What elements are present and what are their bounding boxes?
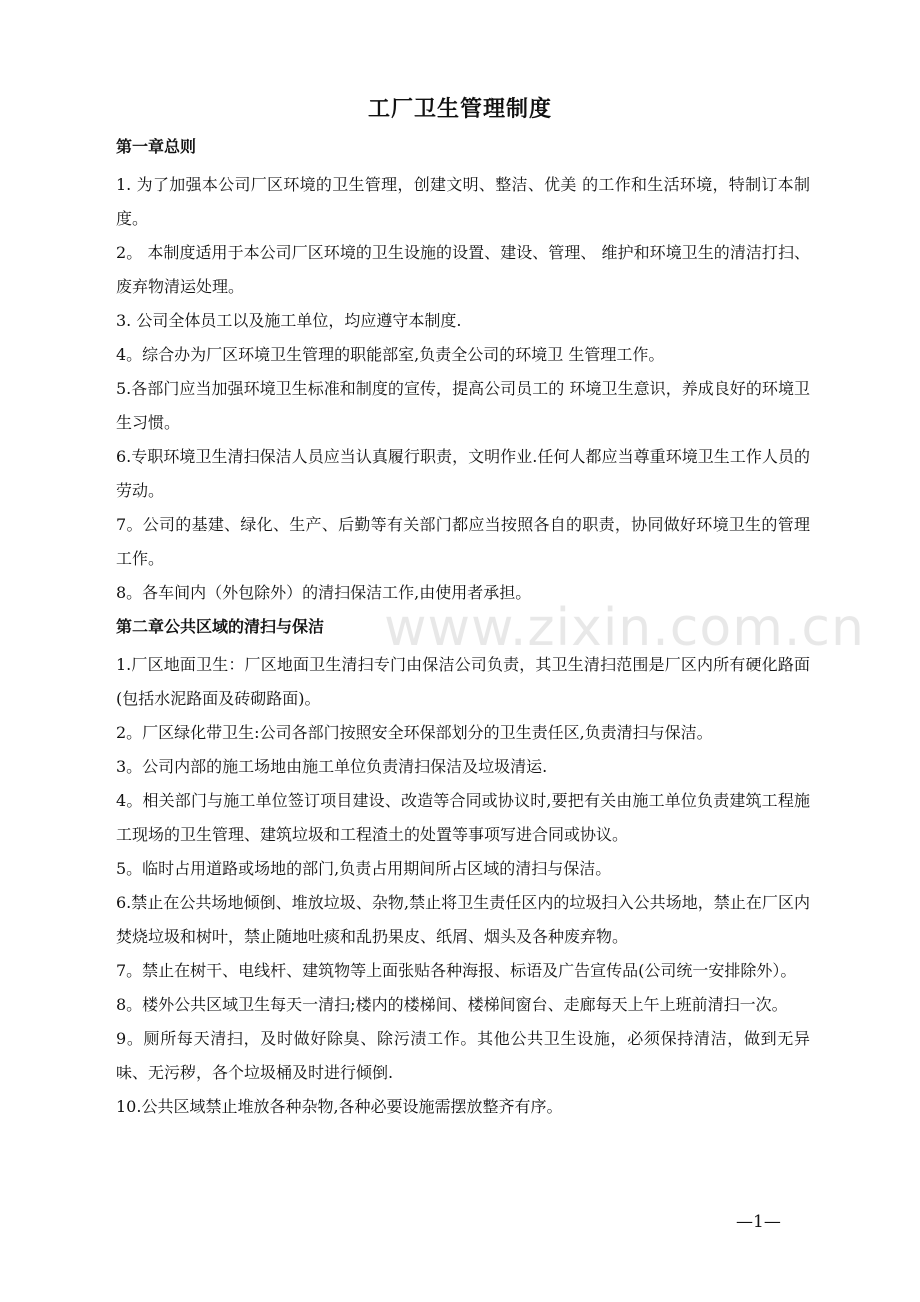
chapter-2-item-10: 10.公共区域禁止堆放各种杂物,各种必要设施需摆放整齐有序。 [116, 1097, 563, 1116]
chapter-2-item-9: 9。厕所每天清扫，及时做好除臭、除污渍工作。其他公共卫生设施，必须保持清洁，做到无异味、无污秽，各个垃圾桶及时进行倾倒. [116, 1029, 810, 1082]
watermark: www.zixin.com.cn [384, 598, 865, 658]
chapter-1-item-3: 3. 公司全体员工以及施工单位，均应遵守本制度. [116, 311, 462, 330]
chapter-2-item-5: 5。临时占用道路或场地的部门,负责占用期间所占区域的清扫与保洁。 [116, 859, 612, 878]
document-body [116, 134, 810, 1124]
chapter-2-item-3: 3。公司内部的施工场地由施工单位负责清扫保洁及垃圾清运. [116, 757, 548, 776]
chapter-1-item-2: 2。 本制度适用于本公司厂区环境的卫生设施的设置、建设、管理、 维护和环境卫生的清洁打扫、废弃物清运处理。 [116, 243, 810, 296]
chapter-1-item-8: 8。各车间内（外包除外）的清扫保洁工作,由使用者承担。 [116, 583, 532, 602]
chapter-1-heading: 第一章总则 [116, 137, 197, 156]
page-number: —1— [736, 1212, 781, 1232]
chapter-1-item-4: 4。综合办为厂区环境卫生管理的职能部室,负责全公司的环境卫 生管理工作。 [116, 345, 665, 364]
document-title: 工厂卫生管理制度 [367, 97, 552, 122]
chapter-1-item-6: 6.专职环境卫生清扫保洁人员应当认真履行职责，文明作业.任何人都应当尊重环境卫生工作人员的劳动。 [116, 447, 810, 500]
chapter-1-item-1: 1. 为了加强本公司厂区环境的卫生管理，创建文明、整洁、优美 的工作和生活环境，特制订本制度。 [116, 175, 810, 228]
chapter-2-item-1: 1.厂区地面卫生：厂区地面卫生清扫专门由保洁公司负责，其卫生清扫范围是厂区内所有硬化路面(包括水泥路面及砖砌路面)。 [116, 655, 810, 708]
chapter-1-item-7: 7。公司的基建、绿化、生产、后勤等有关部门都应当按照各自的职责，协同做好环境卫生的管理工作。 [116, 515, 810, 568]
chapter-1 [116, 134, 810, 610]
chapter-2-item-8: 8。楼外公共区域卫生每天一清扫;楼内的楼梯间、楼梯间窗台、走廊每天上午上班前清扫一次。 [116, 995, 788, 1014]
chapter-2 [116, 614, 810, 1124]
chapter-2-item-6: 6.禁止在公共场地倾倒、堆放垃圾、杂物,禁止将卫生责任区内的垃圾扫入公共场地，禁止在厂区内焚烧垃圾和树叶，禁止随地吐痰和乱扔果皮、纸屑、烟头及各种废弃物。 [116, 893, 810, 946]
chapter-2-item-4: 4。相关部门与施工单位签订项目建设、改造等合同或协议时,要把有关由施工单位负责建筑工程施工现场的卫生管理、建筑垃圾和工程渣土的处置等事项写进合同或协议。 [116, 791, 810, 844]
chapter-1-item-5: 5.各部门应当加强环境卫生标准和制度的宣传，提高公司员工的 环境卫生意识，养成良好的环境卫生习惯。 [116, 379, 810, 432]
chapter-2-item-2: 2。厂区绿化带卫生:公司各部门按照安全环保部划分的卫生责任区,负责清扫与保洁。 [116, 723, 713, 742]
chapter-2-item-7: 7。禁止在树干、电线杆、建筑物等上面张贴各种海报、标语及广告宣传品(公司统一安排除外）。 [116, 961, 797, 980]
chapter-2-heading: 第二章公共区域的清扫与保洁 [116, 617, 325, 636]
